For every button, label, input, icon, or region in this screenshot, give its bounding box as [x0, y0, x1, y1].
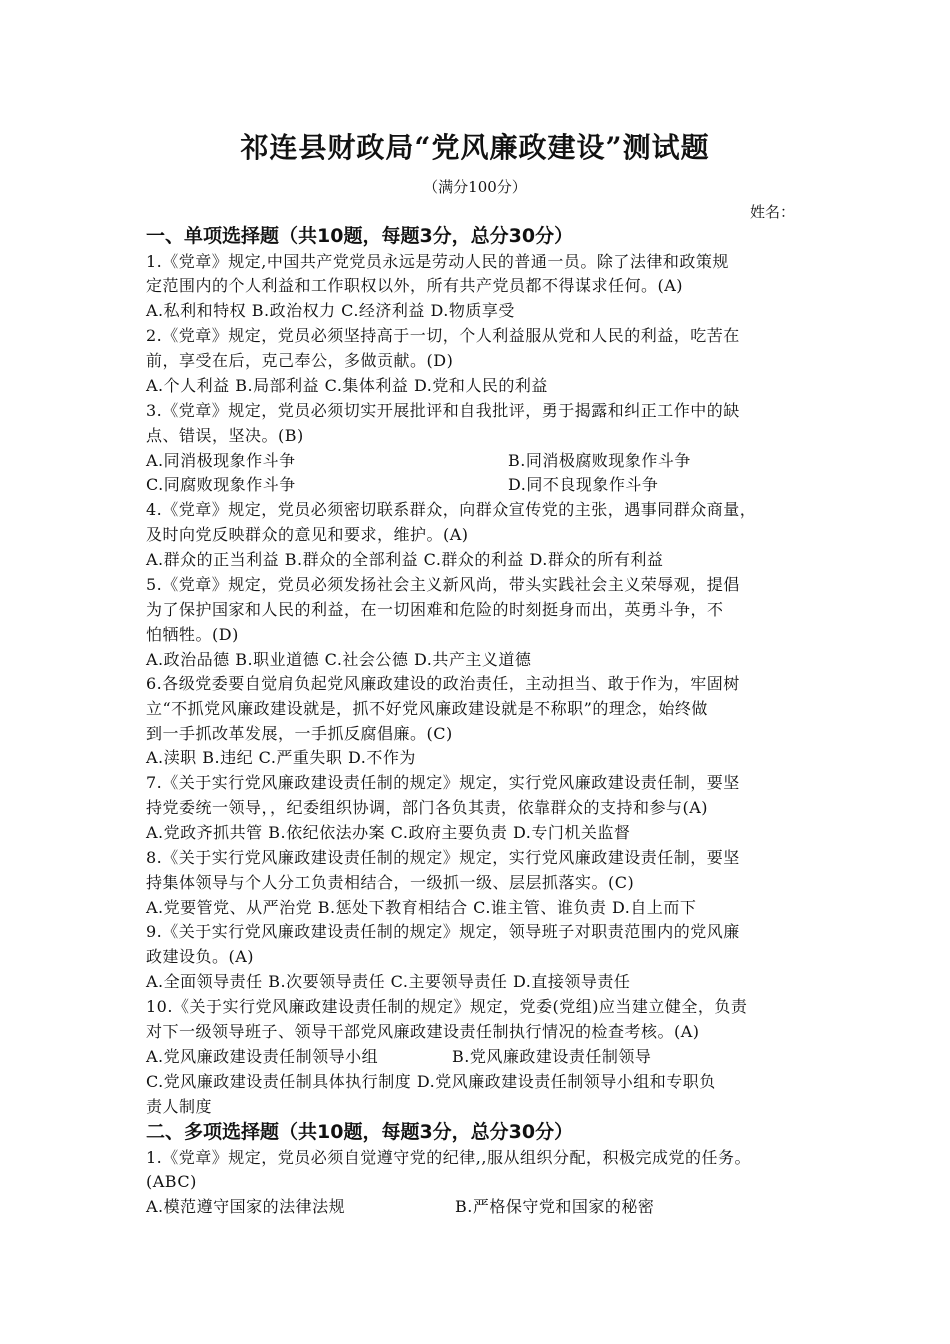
options-line: A.党政齐抓共管 B.依纪依法办案 C.政府主要负责 D.专门机关监督	[146, 823, 631, 842]
option-b: B.党风廉政建设责任制领导	[452, 1047, 652, 1066]
question-line: 为了保护国家和人民的利益，在一切困难和危险的时刻挺身而出，英勇斗争，不	[146, 600, 724, 619]
question-line: 定范围内的个人利益和工作职权以外，所有共产党员都不得谋求任何。(A)	[146, 276, 684, 295]
question-line: 立“不抓党风廉政建设就是，抓不好党风廉政建设就是不称职”的理念，始终做	[146, 699, 708, 718]
question-line: 持集体领导与个人分工负责相结合，一级抓一级、层层抓落实。(C)	[146, 873, 635, 892]
page-subtitle: （满分100分）	[423, 178, 527, 196]
options-line: A.私利和特权 B.政治权力 C.经济利益 D.物质享受	[146, 301, 515, 320]
option-a: A.模范遵守国家的法律法规	[146, 1197, 346, 1216]
question-line: 怕牺牲。(D)	[146, 625, 239, 644]
question-line: 5.《党章》规定，党员必须发扬社会主义新风尚，带头实践社会主义荣辱观，提倡	[146, 575, 740, 594]
options-line: C.党风廉政建设责任制具体执行制度 D.党风廉政建设责任制领导小组和专职负	[146, 1072, 716, 1091]
page-title: 祁连县财政局“党风廉政建设”测试题	[240, 131, 710, 164]
question-line: 政建设负。(A)	[146, 947, 255, 966]
question-line: 4.《党章》规定，党员必须密切联系群众，向群众宣传党的主张，遇事同群众商量，	[146, 500, 757, 519]
question-line: 8.《关于实行党风廉政建设责任制的规定》规定，实行党风廉政建设责任制，要坚	[146, 848, 740, 867]
question-line: 到一手抓改革发展，一手抓反腐倡廉。(C)	[146, 724, 453, 743]
question-line: (ABC)	[146, 1172, 197, 1191]
option-a: A.同消极现象作斗争	[146, 451, 296, 470]
options-line: A.政治品德 B.职业道德 C.社会公德 D.共产主义道德	[146, 650, 532, 669]
question-line: 9.《关于实行党风廉政建设责任制的规定》规定，领导班子对职责范围内的党风廉	[146, 922, 740, 941]
options-line: A.群众的正当利益 B.群众的全部利益 C.群众的利益 D.群众的所有利益	[146, 550, 664, 569]
section-heading-single-choice: 一、单项选择题（共10题，每题3分，总分30分）	[146, 225, 574, 247]
question-line: 持党委统一领导，，纪委组织协调，部门各负其责，依靠群众的支持和参与(A)	[146, 798, 709, 817]
question-line: 6.各级党委要自觉肩负起党风廉政建设的政治责任，主动担当、敢于作为，牢固树	[146, 674, 740, 693]
option-b: B.严格保守党和国家的秘密	[455, 1197, 655, 1216]
question-line: 10.《关于实行党风廉政建设责任制的规定》规定，党委(党组)应当建立健全，负责	[146, 997, 748, 1016]
options-line: A.全面领导责任 B.次要领导责任 C.主要领导责任 D.直接领导责任	[146, 972, 631, 991]
question-line: 3.《党章》规定，党员必须切实开展批评和自我批评，勇于揭露和纠正工作中的缺	[146, 401, 740, 420]
question-line: 对下一级领导班子、领导干部党风廉政建设责任制执行情况的检查考核。(A)	[146, 1022, 700, 1041]
options-line: A.个人利益 B.局部利益 C.集体利益 D.党和人民的利益	[146, 376, 548, 395]
question-line: 2.《党章》规定，党员必须坚持高于一切，个人利益服从党和人民的利益，吃苦在	[146, 326, 740, 345]
option-b: B.同消极腐败现象作斗争	[508, 451, 691, 470]
question-line: 7.《关于实行党风廉政建设责任制的规定》规定，实行党风廉政建设责任制，要坚	[146, 773, 740, 792]
question-line: 1.《党章》规定，党员必须自觉遵守党的纪律,,服从组织分配，积极完成党的任务。	[146, 1148, 751, 1167]
question-line: 1.《党章》规定,中国共产党党员永远是劳动人民的普通一员。除了法律和政策规	[146, 252, 729, 271]
options-line: A.渎职 B.违纪 C.严重失职 D.不作为	[146, 748, 416, 767]
question-line: 前，享受在后，克己奉公，多做贡献。(D)	[146, 351, 454, 370]
question-line: 点、错误，坚决。(B)	[146, 426, 304, 445]
option-d: D.同不良现象作斗争	[508, 475, 659, 494]
question-line: 及时向党反映群众的意见和要求，维护。(A)	[146, 525, 469, 544]
option-c: C.同腐败现象作斗争	[146, 475, 296, 494]
name-label: 姓名：	[750, 203, 796, 221]
section-heading-multiple-choice: 二、多项选择题（共10题，每题3分，总分30分）	[146, 1121, 574, 1143]
options-line: A.党要管党、从严治党 B.惩处下教育相结合 C.谁主管、谁负责 D.自上而下	[146, 898, 697, 917]
option-a: A.党风廉政建设责任制领导小组	[146, 1047, 379, 1066]
options-line: 责人制度	[146, 1097, 213, 1116]
